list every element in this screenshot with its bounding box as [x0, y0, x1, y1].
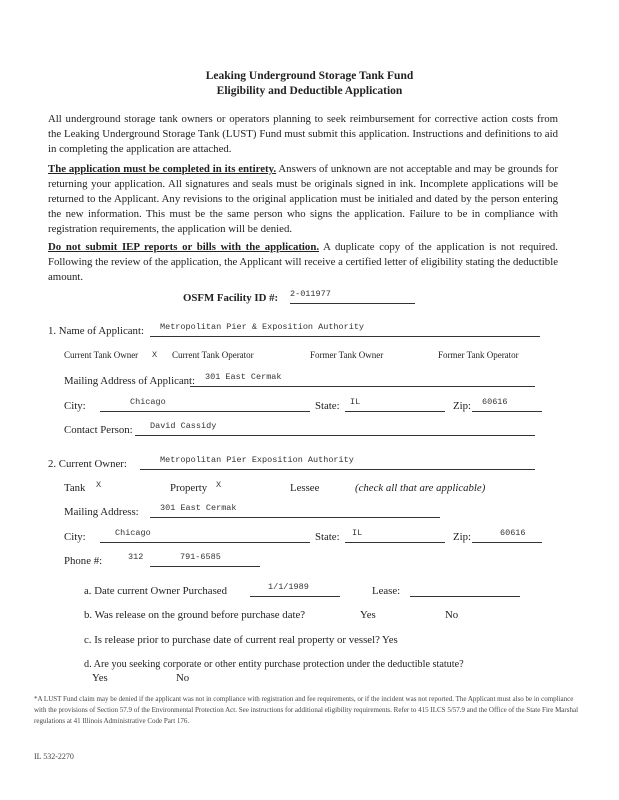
contact-person-value[interactable]: David Cassidy: [150, 421, 217, 431]
owner-city-line: [100, 542, 310, 543]
city-label: City:: [64, 400, 86, 412]
facility-id-line: [290, 303, 415, 304]
facility-id-label: OSFM Facility ID #:: [183, 292, 279, 304]
applicant-name-label: 1. Name of Applicant:: [48, 325, 144, 337]
former-tank-owner-option[interactable]: Former Tank Owner: [310, 350, 384, 360]
applicant-name-value[interactable]: Metropolitan Pier & Exposition Authority: [160, 322, 365, 332]
form-title: Leaking Underground Storage Tank Fund: [205, 70, 414, 82]
facility-id-value[interactable]: 2-011977: [290, 289, 331, 299]
current-owner-line: [140, 469, 535, 470]
owner-state-value[interactable]: IL: [352, 528, 363, 538]
state-label: State:: [315, 400, 340, 412]
completeness-lead: The application must be completed in its entirety.: [48, 163, 277, 175]
completeness-body: Answers of unknown are not acceptable and may be grounds for returning your application. All signatures and seals must be originals signed in ink. Incomplete applications will be returned to the Applicant. Any revisions to the original application must be initialed and dated by the person entering the new information. This must be the same person who signs the application. Failure to be in compliance with registration requirements, the application will be denied.: [48, 163, 558, 235]
phone-line: [150, 566, 260, 567]
owner-mailing-address-label: Mailing Address:: [64, 506, 139, 518]
mailing-address-line: [190, 386, 535, 387]
tank-option-check[interactable]: X: [96, 480, 102, 490]
owner-state-label: State:: [315, 531, 340, 543]
owner-zip-line: [472, 542, 542, 543]
footnote: *A LUST Fund claim may be denied if the applicant was not in compliance with registration and fee requirements, or if the incident was not reported. The Applicant must also be in compliance with the provisions of Section 57.9 of the Environmental Protection Act. See instructions for additional eligibility requirements. Refer to 415 ILCS 5/57.9 and the Office of the State Fire Marshal regulations at 41 Illinois Administrative Code Part 176.: [34, 695, 579, 725]
question-d-label: d. Are you seeking corporate or other entity purchase protection under the deductible statute?: [84, 659, 464, 670]
question-a-lease-label: Lease:: [372, 585, 401, 597]
page-marker: IL 532-2270: [34, 752, 74, 761]
applicant-name-line: [150, 336, 540, 337]
former-tank-operator-option[interactable]: Former Tank Operator: [438, 350, 519, 360]
city-value[interactable]: Chicago: [130, 397, 166, 407]
completeness-paragraph: [48, 162, 558, 237]
question-b-no[interactable]: No: [445, 609, 459, 621]
property-option-check[interactable]: X: [216, 480, 222, 490]
question-d-no[interactable]: No: [176, 672, 190, 684]
form-subtitle: Eligibility and Deductible Application: [216, 85, 403, 97]
phone-number-value[interactable]: 791-6585: [180, 552, 221, 562]
question-c-yes[interactable]: Yes: [382, 634, 398, 646]
owner-zip-label: Zip:: [453, 531, 471, 543]
city-line: [100, 411, 310, 412]
intro-paragraph: All underground storage tank owners or operators planning to seek reimbursement for corrective action costs from the Leaking Underground Storage Tank (LUST) Fund must submit this application. Instructions and definitions to aid in completing the application are attached.: [48, 113, 558, 155]
owner-state-line: [345, 542, 445, 543]
no-reports-lead: Do not submit IEP reports or bills with the application.: [48, 241, 320, 253]
question-a-line: [250, 596, 340, 597]
state-line: [345, 411, 445, 412]
mailing-address-value[interactable]: 301 East Cermak: [205, 372, 282, 382]
question-a-value[interactable]: 1/1/1989: [268, 582, 309, 592]
owner-zip-value[interactable]: 60616: [500, 528, 526, 538]
owner-mailing-address-value[interactable]: 301 East Cermak: [160, 503, 237, 513]
no-reports-paragraph: [48, 240, 558, 285]
current-tank-operator-option[interactable]: Current Tank Operator: [172, 350, 254, 360]
question-a-lease-line: [410, 596, 520, 597]
question-d-yes[interactable]: Yes: [92, 672, 108, 684]
current-owner-label: 2. Current Owner:: [48, 458, 127, 470]
current-tank-owner-check: X: [152, 350, 158, 360]
contact-person-line: [135, 435, 535, 436]
contact-person-label: Contact Person:: [64, 424, 133, 436]
check-all-note: (check all that are applicable): [355, 482, 486, 494]
owner-mailing-address-line: [150, 517, 440, 518]
owner-city-value[interactable]: Chicago: [115, 528, 151, 538]
question-b-label: b. Was release on the ground before purchase date?: [84, 609, 306, 621]
state-value[interactable]: IL: [350, 397, 361, 407]
question-a-label: a. Date current Owner Purchased: [84, 585, 227, 597]
zip-line: [472, 411, 542, 412]
mailing-address-label: Mailing Address of Applicant:: [64, 375, 196, 387]
property-option-label: Property: [170, 482, 208, 494]
phone-label: Phone #:: [64, 555, 103, 567]
phone-area-code[interactable]: 312: [128, 552, 144, 562]
question-c-label: c. Is release prior to purchase date of current real property or vessel?: [84, 634, 380, 646]
zip-label: Zip:: [453, 400, 471, 412]
no-reports-body: A duplicate copy of the application is not required. Following the review of the application, the Applicant will receive a certified letter of eligibility stating the deductible amount.: [48, 241, 559, 283]
question-b-yes[interactable]: Yes: [360, 609, 376, 621]
owner-city-label: City:: [64, 531, 86, 543]
current-owner-value[interactable]: Metropolitan Pier Exposition Authority: [160, 455, 354, 465]
zip-value[interactable]: 60616: [482, 397, 508, 407]
tank-option-label: Tank: [64, 482, 86, 494]
lessee-option-label: Lessee: [290, 482, 320, 494]
current-tank-owner-option[interactable]: Current Tank Owner: [64, 350, 139, 360]
